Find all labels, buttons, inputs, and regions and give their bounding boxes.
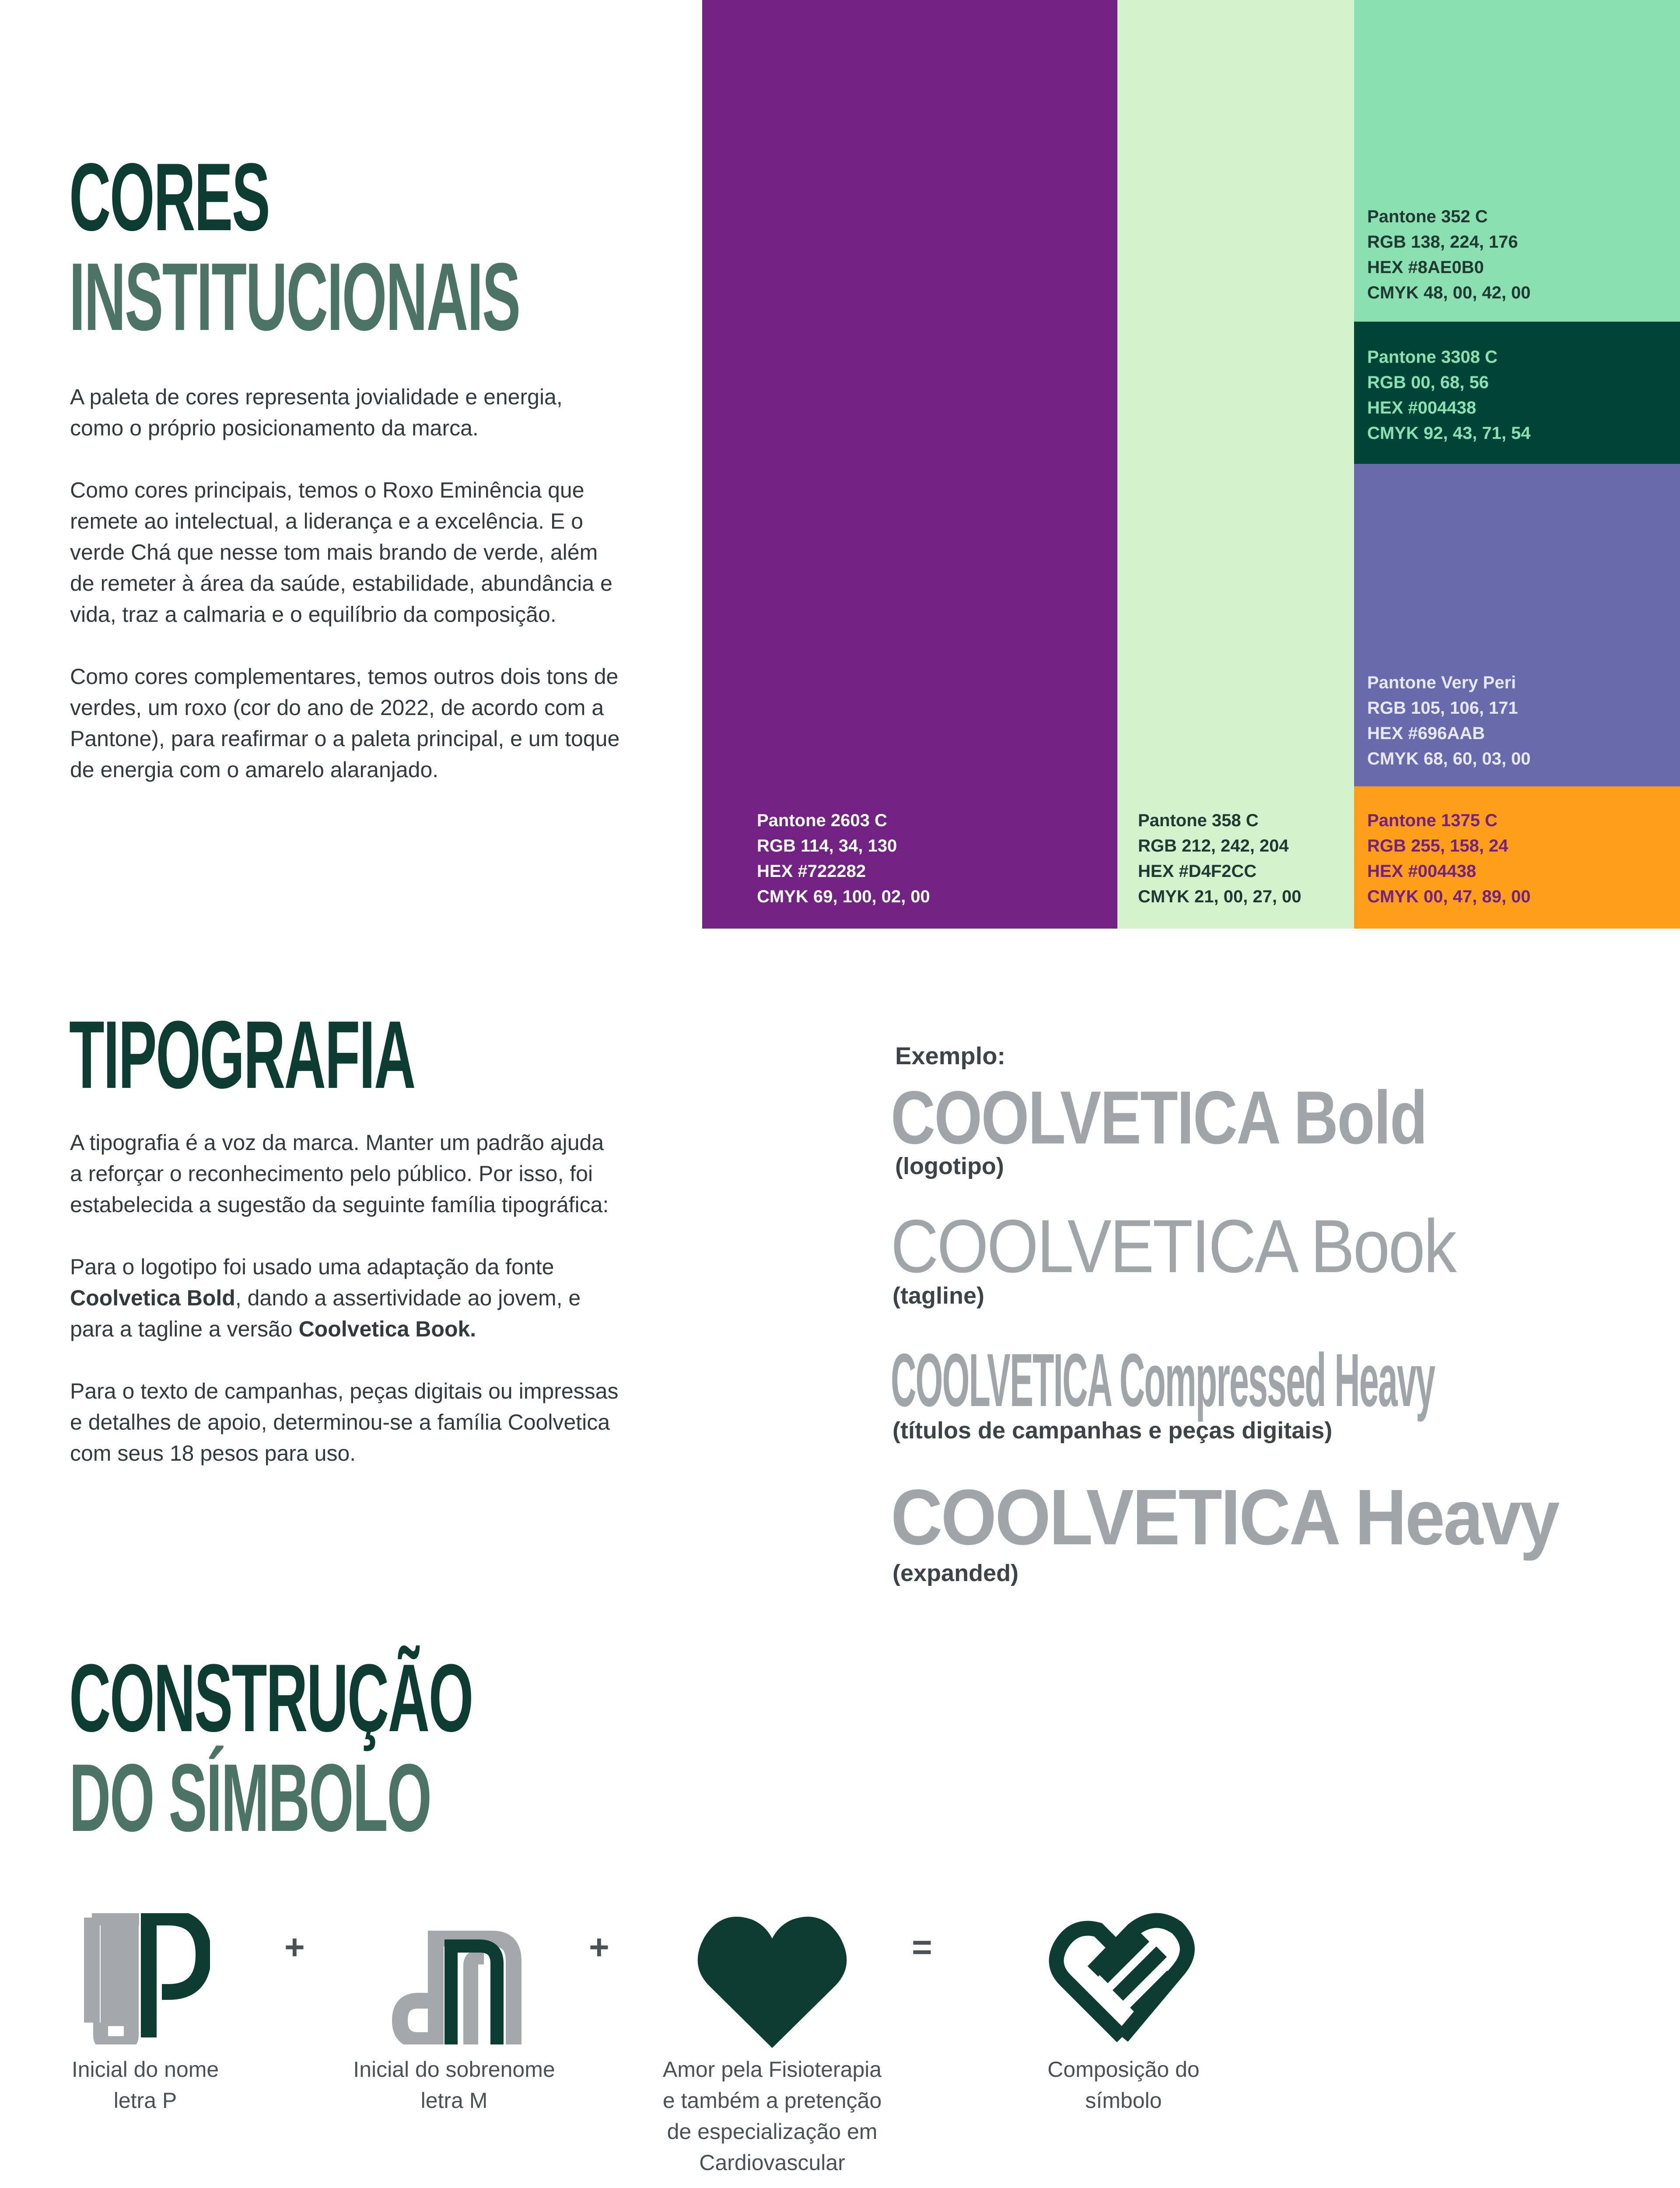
caption-composicao: Composição do símbolo: [1047, 2057, 1200, 2113]
font-caption-expanded: (expanded): [892, 1560, 1019, 1586]
cores-paragraph-1: A paleta de cores representa jovialidade e energia, como o próprio posicionamento da marca.: [70, 385, 563, 440]
swatch-very-peri-info: Pantone Very Peri RGB 105, 106, 171 HEX #696AAB CMYK 68, 60, 03, 00: [1367, 673, 1531, 768]
font-sample-heavy: COOLVETICA Heavy: [891, 1473, 1558, 1561]
caption-letra-m: Inicial do sobrenome letra M: [353, 2057, 555, 2113]
font-caption-logotipo: (logotipo): [895, 1153, 1004, 1179]
swatch-tea-green: [1117, 0, 1354, 929]
font-caption-tagline: (tagline): [892, 1283, 984, 1309]
caption-letra-p: Inicial do nome letra P: [71, 2057, 219, 2113]
tipografia-paragraph-2: Para o logotipo foi usado uma adaptação da fonte Coolvetica Bold, dando a assertividade ao jovem, e para a tagline a versão Coolvetica Book.: [70, 1255, 581, 1341]
example-label: Exemplo:: [895, 1042, 1006, 1069]
font-caption-titulos: (títulos de campanhas e peças digitais): [892, 1417, 1333, 1444]
tipografia-paragraph-1: A tipografia é a voz da marca. Manter um padrão ajuda a reforçar o reconhecimento pelo público. Por isso, foi estabelecida a sugestão da seguinte família tipográfica:: [70, 1130, 609, 1217]
swatch-orange: [1354, 786, 1680, 929]
swatch-purple: [702, 0, 1117, 929]
cores-title-line2: INSTITUCIONAIS: [69, 243, 520, 351]
cores-paragraph-3: Como cores complementares, temos outros dois tons de verdes, um roxo (cor do ano de 2022, de acordo com a Pantone), para reafirmar o a paleta principal, e um toque de energia com o amarelo alaranjado.: [70, 664, 620, 782]
swatch-purple-info: Pantone 2603 C RGB 114, 34, 130 HEX #722282 CMYK 69, 100, 02, 00: [757, 811, 930, 906]
swatch-deep-green-info: Pantone 3308 C RGB 00, 68, 56 HEX #004438 CMYK 92, 43, 71, 54: [1367, 347, 1531, 443]
swatch-deep-green: [1354, 322, 1680, 464]
cores-description: [70, 382, 621, 785]
tipografia-description: [70, 1127, 621, 1469]
plus-sign-2: +: [589, 1928, 609, 1967]
swatch-very-peri: [1354, 464, 1680, 786]
simbolo-title-line1: CONSTRUÇÃO: [69, 1644, 472, 1752]
equals-sign: =: [912, 1928, 932, 1967]
heart-icon: [696, 1913, 849, 2049]
simbolo-title-line2: DO SÍMBOLO: [69, 1744, 431, 1851]
swatch-mint: [1354, 0, 1680, 322]
caption-coracao: Amor pela Fisioterapia e também a pretenção de especialização em Cardiovascular: [662, 2057, 882, 2175]
tipografia-paragraph-3: Para o texto de campanhas, peças digitais ou impressas e detalhes de apoio, determinou-se a família Coolvetica com seus 18 pesos para uso.: [70, 1379, 619, 1466]
swatch-mint-info: Pantone 352 C RGB 138, 224, 176 HEX #8AE0B0 CMYK 48, 00, 42, 00: [1367, 207, 1531, 302]
letter-p-icon: [83, 1913, 210, 2044]
letter-m-icon: [392, 1913, 532, 2044]
cores-paragraph-2: Como cores principais, temos o Roxo Eminência que remete ao intelectual, a liderança e a excelência. E o verde Chá que nesse tom mais brando de verde, além de remeter à área da saúde, estabilidade, abundância e vida, traz a calmaria e o equilíbrio da composição.: [70, 478, 612, 627]
font-sample-book: COOLVETICA Book: [891, 1204, 1456, 1288]
composite-symbol-icon: [1046, 1908, 1199, 2048]
swatch-tea-green-info: Pantone 358 C RGB 212, 242, 204 HEX #D4F2CC CMYK 21, 00, 27, 00: [1138, 811, 1302, 906]
plus-sign-1: +: [284, 1928, 305, 1967]
font-sample-bold: COOLVETICA Bold: [891, 1076, 1427, 1160]
swatch-orange-info: Pantone 1375 C RGB 255, 158, 24 HEX #004438 CMYK 00, 47, 89, 00: [1367, 811, 1531, 906]
font-sample-compressed-heavy: COOLVETICA Compressed Heavy: [891, 1338, 1435, 1422]
tipografia-title: TIPOGRAFIA: [69, 1001, 415, 1108]
cores-title-line1: CORES: [69, 143, 270, 251]
